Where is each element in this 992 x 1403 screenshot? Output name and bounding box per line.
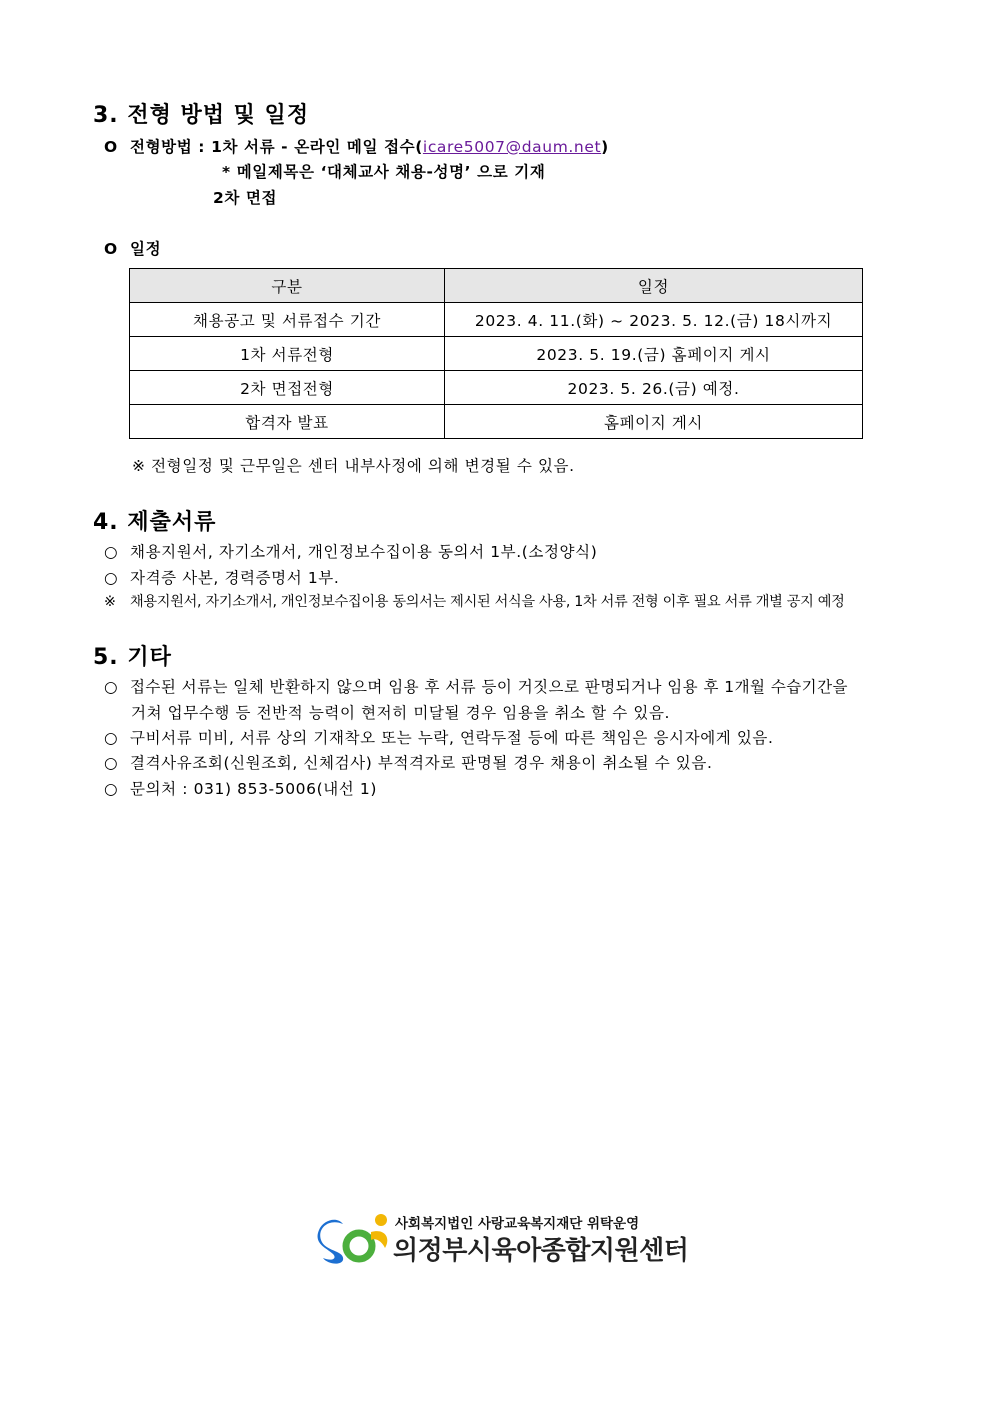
table-note: ※ 전형일정 및 근무일은 센터 내부사정에 의해 변경될 수 있음. bbox=[132, 457, 575, 475]
logo-icon bbox=[315, 1210, 393, 1266]
section3-title: 3. 전형 방법 및 일정 bbox=[93, 103, 310, 128]
list-item bbox=[104, 540, 597, 562]
bullet-icon: O bbox=[104, 138, 118, 156]
table-cell: 합격자 발표 bbox=[130, 405, 445, 439]
method-line bbox=[104, 135, 609, 157]
list-item bbox=[104, 726, 774, 748]
table-cell: 2023. 5. 26.(금) 예정. bbox=[445, 371, 863, 405]
circle-bullet-icon: ○ bbox=[104, 729, 119, 747]
list-item-text: 결격사유조회(신원조회, 신체검사) 부적격자로 판명될 경우 채용이 취소될 수 있음. bbox=[130, 754, 713, 772]
email-link[interactable]: icare5007@daum.net bbox=[422, 138, 602, 156]
logo-name: 의정부시육아종합지원센터 bbox=[393, 1236, 689, 1266]
method-note: * 메일제목은 ‘대체교사 채용-성명’ 으로 기재 bbox=[222, 163, 546, 181]
list-item-text: 문의처 : 031) 853-5006(내선 1) bbox=[130, 780, 378, 798]
table-row bbox=[130, 405, 863, 439]
logo-green-ring bbox=[346, 1233, 372, 1259]
logo-yellow-dot bbox=[375, 1214, 387, 1226]
section4-title: 4. 제출서류 bbox=[93, 510, 217, 535]
table-row bbox=[130, 337, 863, 371]
method-second: 2차 면접 bbox=[213, 189, 278, 207]
method-close: ) bbox=[601, 138, 609, 156]
list-item bbox=[104, 777, 377, 799]
bullet-icon: O bbox=[104, 240, 118, 258]
list-item bbox=[104, 751, 712, 773]
note-text: 채용지원서, 자기소개서, 개인정보수집이용 동의서는 제시된 서식을 사용, 1차 서류 전형 이후 필요 서류 개별 공지 예정 bbox=[130, 594, 845, 610]
table-header: 구분 bbox=[130, 269, 445, 303]
logo-subtitle: 사회복지법인 사랑교육복지재단 위탁운영 bbox=[395, 1216, 640, 1232]
table-cell: 1차 서류전형 bbox=[130, 337, 445, 371]
schedule-table bbox=[129, 268, 863, 439]
circle-bullet-icon: ○ bbox=[104, 543, 119, 561]
schedule-label: 일정 bbox=[130, 240, 162, 258]
table-cell: 2023. 4. 11.(화) ~ 2023. 5. 12.(금) 18시까지 bbox=[445, 303, 863, 337]
circle-bullet-icon: ○ bbox=[104, 678, 118, 696]
logo-blue-swoosh bbox=[318, 1220, 344, 1264]
circle-bullet-icon: ○ bbox=[104, 754, 119, 772]
list-item bbox=[104, 566, 339, 588]
list-item-text: 자격증 사본, 경력증명서 1부. bbox=[130, 569, 340, 587]
section4-note bbox=[104, 591, 845, 611]
table-cell: 채용공고 및 서류접수 기간 bbox=[130, 303, 445, 337]
circle-bullet-icon: ○ bbox=[104, 780, 119, 798]
list-item-text: 접수된 서류는 일체 반환하지 않으며 임용 후 서류 등이 거짓으로 판명되거나 임용 후 1개월 수습기간을 bbox=[130, 678, 848, 696]
table-row bbox=[130, 371, 863, 405]
section5-title: 5. 기타 bbox=[93, 645, 172, 670]
circle-bullet-icon: ○ bbox=[104, 569, 119, 587]
table-cell: 2023. 5. 19.(금) 홈페이지 게시 bbox=[445, 337, 863, 371]
table-header: 일정 bbox=[445, 269, 863, 303]
note-mark-icon: ※ bbox=[104, 594, 116, 610]
table-header-row bbox=[130, 269, 863, 303]
list-item bbox=[104, 675, 848, 697]
list-item-continuation: 거쳐 업무수행 등 전반적 능력이 현저히 미달될 경우 임용을 취소 할 수 있음. bbox=[131, 704, 671, 722]
schedule-label-line bbox=[104, 237, 161, 259]
table-cell: 2차 면접전형 bbox=[130, 371, 445, 405]
table-row bbox=[130, 303, 863, 337]
list-item-text: 채용지원서, 자기소개서, 개인정보수집이용 동의서 1부.(소정양식) bbox=[130, 543, 598, 561]
method-label: 전형방법 : 1차 서류 - 온라인 메일 접수( bbox=[130, 138, 423, 156]
list-item-text: 구비서류 미비, 서류 상의 기재착오 또는 누락, 연락두절 등에 따른 책임은 응시자에게 있음. bbox=[130, 729, 774, 747]
table-cell: 홈페이지 게시 bbox=[445, 405, 863, 439]
